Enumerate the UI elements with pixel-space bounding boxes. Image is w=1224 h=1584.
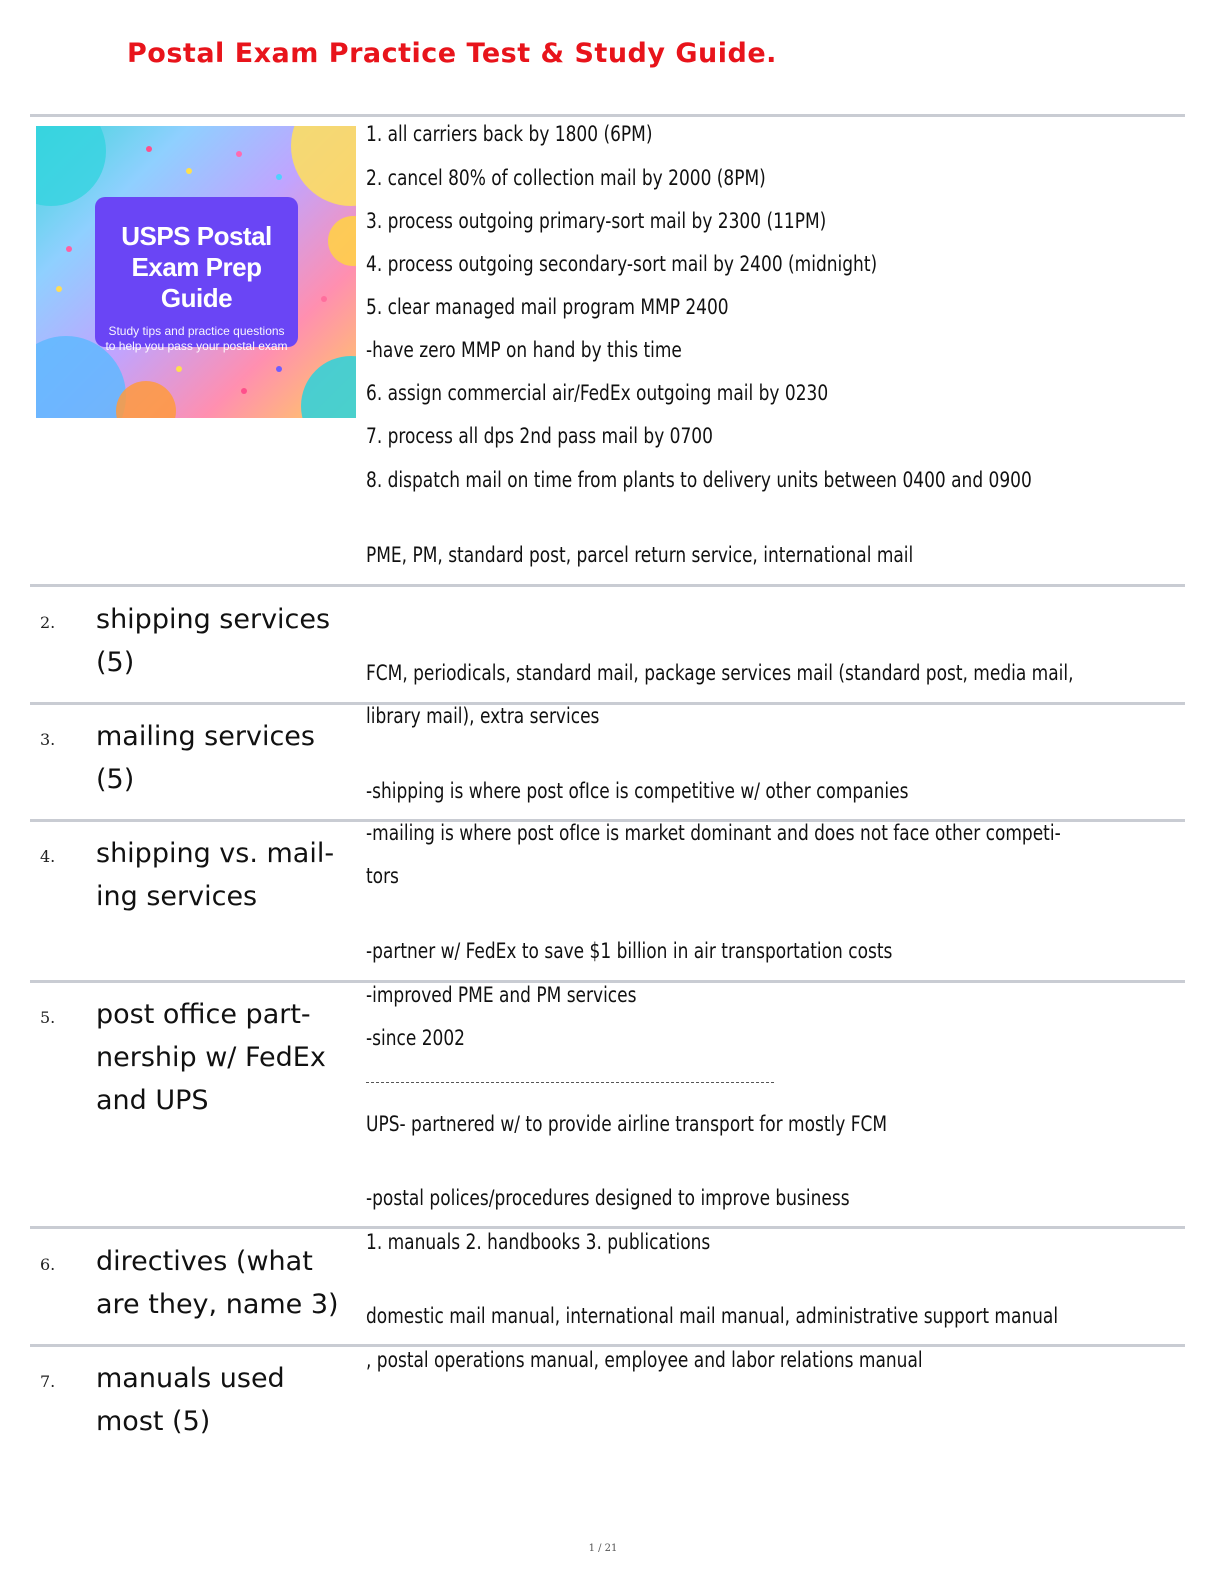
answer-line: 5. clear managed mail program MMP 2400 (366, 295, 729, 319)
answer-line: PME, PM, standard post, parcel return service, international mail (366, 543, 914, 567)
answer-line: -partner w/ FedEx to save $1 billion in air transportation costs (366, 939, 893, 963)
answer-line: 4. process outgoing secondary-sort mail by 2400 (midnight) (366, 252, 878, 276)
question-line: shipping services (96, 604, 331, 635)
question-number: 4. (40, 847, 56, 866)
answer-line: 8. dispatch mail on time from plants to delivery units between 0400 and 0900 (366, 468, 1032, 492)
question-number: 3. (40, 730, 56, 749)
answer-line: UPS- partnered w/ to provide airline transport for mostly FCM (366, 1112, 888, 1136)
answer-line: -have zero MMP on hand by this time (366, 338, 682, 362)
question-line: post office part- (96, 999, 311, 1030)
question-line: manuals used (96, 1363, 285, 1394)
promo-title-line1: USPS Postal (121, 221, 272, 251)
answer-line: -since 2002 (366, 1026, 465, 1050)
answer-line: tors (366, 864, 399, 888)
question-line: ing services (96, 881, 258, 912)
answer-line: 6. assign commercial air/FedEx outgoing mail by 0230 (366, 381, 829, 405)
dotted-divider (366, 1082, 774, 1083)
page-number: 1 / 21 (588, 1543, 618, 1554)
question-line: (5) (96, 647, 135, 678)
row-divider (30, 114, 1185, 117)
question-text (96, 598, 361, 684)
answer-line: -mailing is where post ofIce is market dominant and does not face other competi- (366, 821, 1061, 845)
question-line: mailing services (96, 721, 315, 752)
answer-line: 2. cancel 80% of collection mail by 2000 (8PM) (366, 166, 766, 190)
question-line: nership w/ FedEx (96, 1042, 326, 1073)
answer-line: 3. process outgoing primary-sort mail by 2300 (11PM) (366, 209, 827, 233)
question-line: shipping vs. mail- (96, 838, 335, 869)
question-number: 5. (40, 1008, 56, 1027)
question-text (96, 993, 361, 1122)
question-number: 6. (40, 1255, 56, 1274)
answer-line: 1. all carriers back by 1800 (6PM) (366, 122, 653, 146)
row-divider (30, 702, 1185, 705)
answer-line: -postal polices/procedures designed to improve business (366, 1186, 850, 1210)
row-divider (30, 584, 1185, 587)
question-line: are they, name 3) (96, 1289, 339, 1320)
answer-line: -shipping is where post ofIce is competitive w/ other companies (366, 779, 909, 803)
question-line: and UPS (96, 1085, 209, 1116)
question-line: directives (what (96, 1246, 313, 1277)
answer-line: domestic mail manual, international mail manual, administrative support manual (366, 1304, 1059, 1328)
promo-title-line2: Exam Prep Guide (131, 252, 262, 313)
answer-line: , postal operations manual, employee and labor relations manual (366, 1348, 923, 1372)
answer-line: library mail), extra services (366, 704, 600, 728)
answer-line: -improved PME and PM services (366, 983, 637, 1007)
answer-line: FCM, periodicals, standard mail, package services mail (standard post, media mail, (366, 661, 1074, 685)
promo-subtitle: Study tips and practice questions to help you pass your postal exam (105, 324, 288, 353)
question-text (96, 1240, 361, 1326)
answer-line: 7. process all dps 2nd pass mail by 0700 (366, 424, 713, 448)
answer-line: 1. manuals 2. handbooks 3. publications (366, 1230, 711, 1254)
promo-image (36, 126, 356, 418)
question-number: 2. (40, 613, 56, 632)
page-title: Postal Exam Practice Test & Study Guide. (127, 38, 777, 69)
question-text (96, 715, 361, 801)
question-line: most (5) (96, 1406, 211, 1437)
promo-card (95, 197, 298, 353)
question-line: (5) (96, 764, 135, 795)
question-number: 7. (40, 1372, 56, 1391)
question-text (96, 832, 361, 918)
question-text (96, 1357, 361, 1443)
